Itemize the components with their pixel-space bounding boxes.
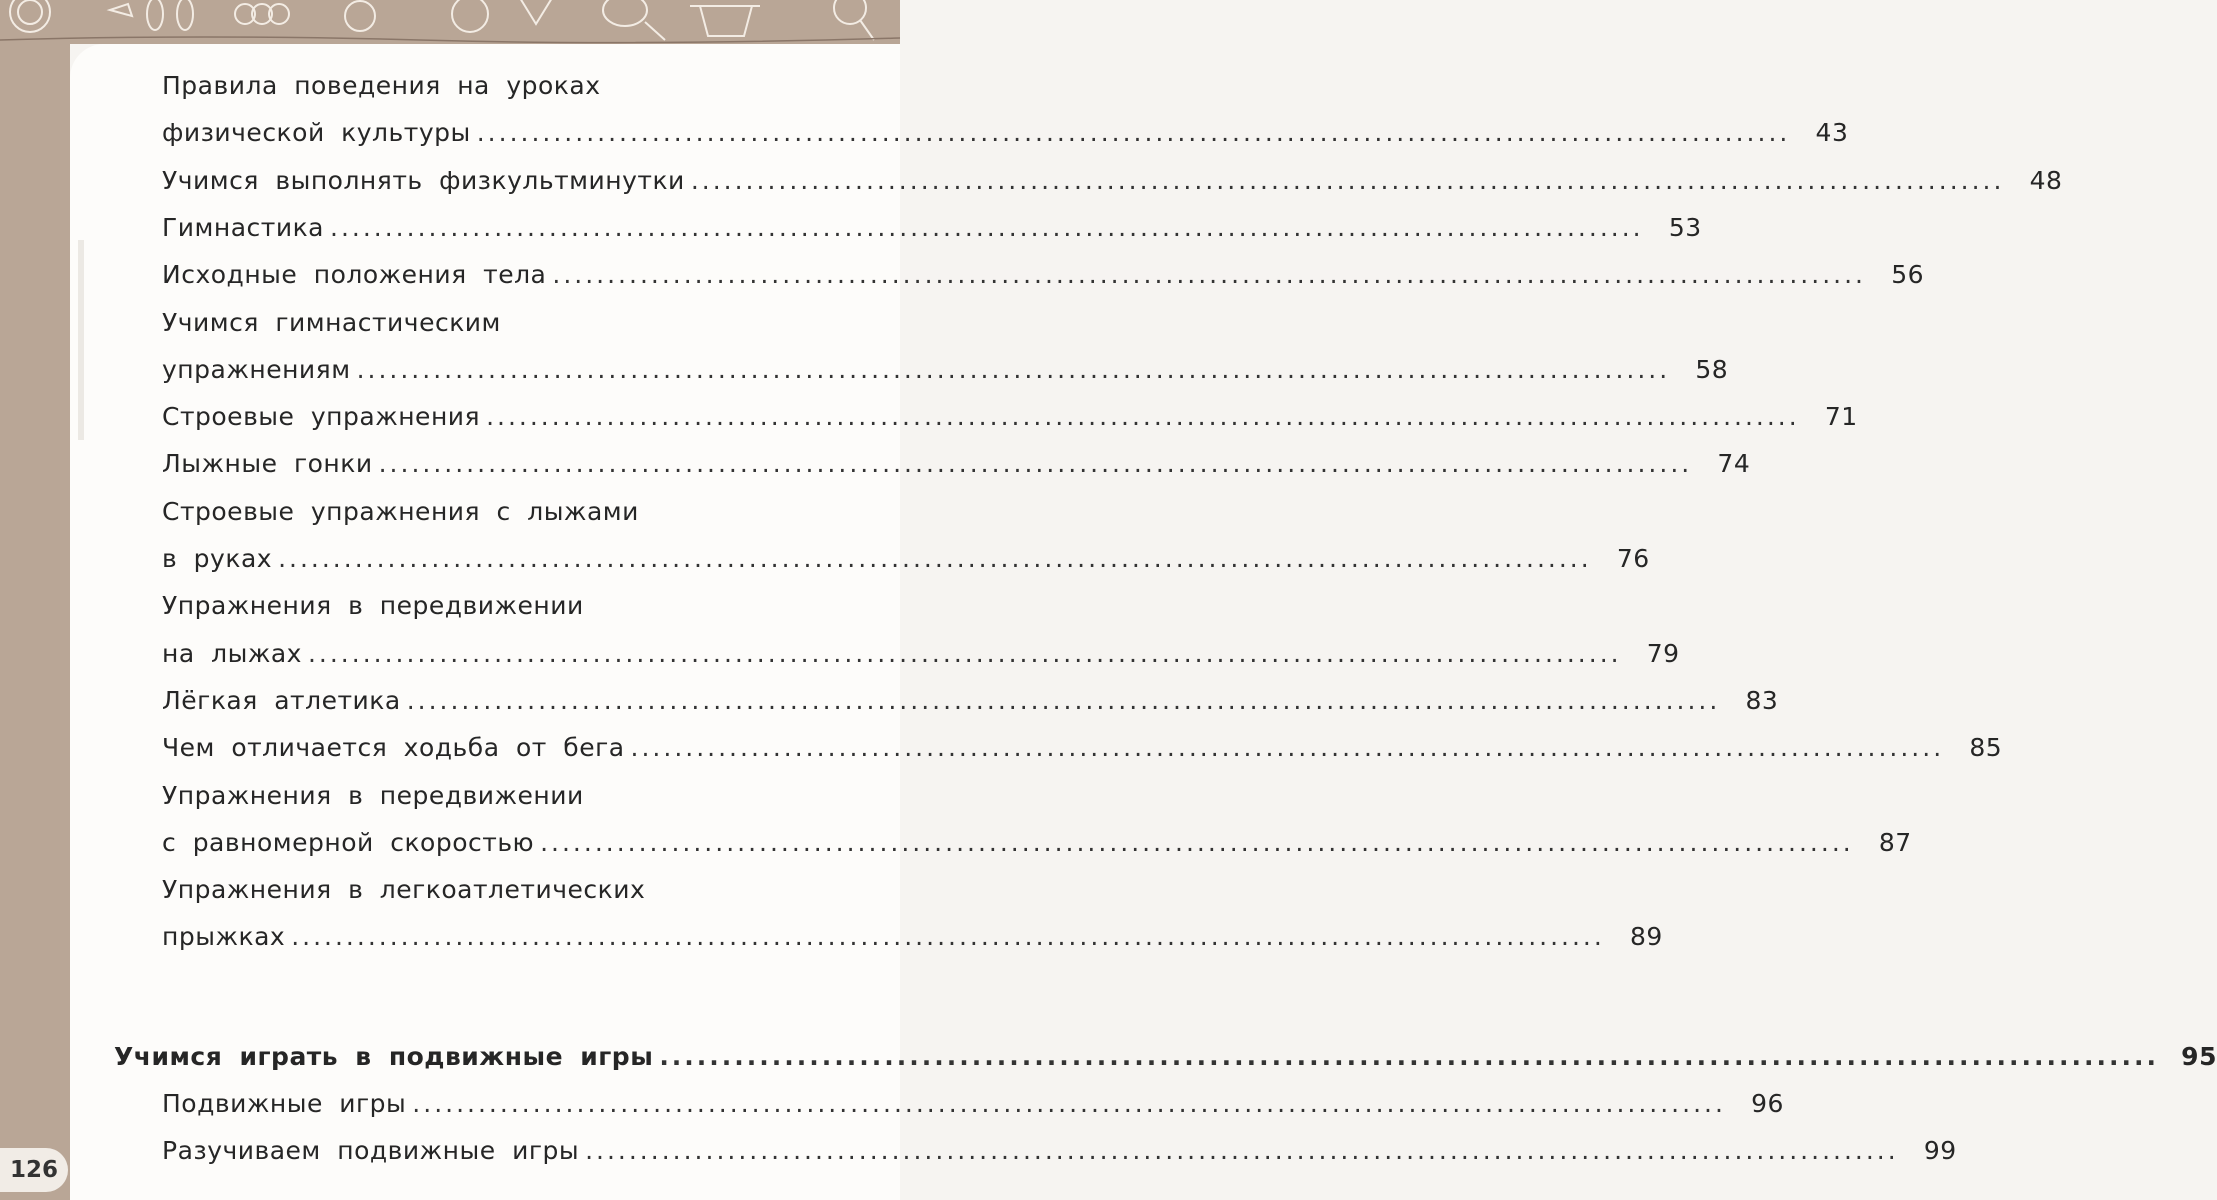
toc-entry-title: с равномерной скоростью <box>162 827 535 857</box>
toc-entry-line <box>162 776 856 816</box>
toc-entry <box>162 539 1650 579</box>
toc-entry <box>162 350 1729 390</box>
dot-leader: ........................................................................................................................ <box>630 733 1945 763</box>
dot-leader: ........................................................................................................................ <box>690 165 2005 195</box>
toc-entry-title: Гимнастика <box>162 212 324 242</box>
dot-leader: ........................................................................................................................ <box>659 1041 2159 1071</box>
toc-page-number: 87 <box>1878 827 1912 857</box>
dot-leader: ........................................................................................................................ <box>330 212 1644 242</box>
dot-leader: ........................................................................................................................ <box>356 354 1671 384</box>
dot-leader: ........................................................................................................................ <box>585 1136 1899 1166</box>
dot-leader: ........................................................................................................................ <box>291 922 1605 952</box>
toc-entry-title: Исходные положения тела <box>162 260 547 290</box>
toc-page-number: 99 <box>1923 1136 1957 1166</box>
dot-leader: ........................................................................................................................ <box>486 402 1800 432</box>
toc-page-number: 48 <box>2029 165 2063 195</box>
toc-entry-line <box>162 492 856 532</box>
toc-page-number: 74 <box>1717 449 1751 479</box>
toc-entry <box>162 917 1663 957</box>
toc-entry-title: Упражнения в легкоатлетических <box>162 875 646 905</box>
toc-page-number: 95 <box>2181 1041 2217 1071</box>
toc-page-number: 53 <box>1668 212 1702 242</box>
dot-leader: ........................................................................................................................ <box>540 827 1854 857</box>
toc-entry <box>162 255 1924 295</box>
toc-page-number: 58 <box>1695 354 1729 384</box>
toc-entry-title: на лыжах <box>162 638 302 668</box>
toc-page-number: 83 <box>1745 685 1779 715</box>
dot-leader: ........................................................................................................................ <box>307 638 1622 668</box>
toc-page-number: 71 <box>1824 402 1858 432</box>
toc-entry <box>114 1037 2217 1077</box>
toc-entry <box>162 1131 1957 1171</box>
toc-entry <box>162 728 2003 768</box>
dot-leader: ........................................................................................................................ <box>378 449 1693 479</box>
toc-entry-title: Строевые упражнения <box>162 402 481 432</box>
toc-entry-title: Подвижные игры <box>162 1089 407 1118</box>
toc-page-number: 43 <box>1815 118 1849 148</box>
toc-entry-title: физической культуры <box>162 118 471 148</box>
toc-page-number: 89 <box>1630 922 1663 952</box>
toc-entry <box>162 634 1680 674</box>
dot-leader: ........................................................................................................................ <box>278 544 1592 573</box>
toc-entry-title: Правила поведения на уроках <box>162 71 601 100</box>
toc-entry-title: Упражнения в передвижении <box>162 780 584 810</box>
toc-entry <box>162 681 1779 721</box>
toc-page-number: 79 <box>1646 638 1680 668</box>
toc-page-number: 85 <box>1969 733 2003 763</box>
toc-entry-title: Учимся гимнастическим <box>162 307 501 337</box>
toc-page-number: 96 <box>1751 1089 1784 1118</box>
toc-entry <box>162 208 1702 248</box>
toc-entry-title: Разучиваем подвижные игры <box>162 1136 580 1166</box>
toc-entry <box>162 823 1912 863</box>
toc-entry <box>162 1084 1784 1124</box>
toc-entry-line <box>162 870 856 910</box>
dot-leader: ........................................................................................................................ <box>552 260 1866 290</box>
toc-entry-line <box>162 66 856 106</box>
toc-entry <box>162 113 1849 153</box>
toc-entry <box>162 397 1858 437</box>
toc-entry-title: Учимся выполнять физкультминутки <box>162 165 685 195</box>
toc-entry-title: Лёгкая атлетика <box>162 685 401 715</box>
toc-page-number: 56 <box>1891 260 1924 290</box>
dot-leader: ........................................................................................................................ <box>412 1089 1726 1118</box>
dot-leader: ........................................................................................................................ <box>476 118 1791 148</box>
toc-entry-title: Строевые упражнения с лыжами <box>162 496 639 526</box>
toc-entry-title: Учимся играть в подвижные игры <box>114 1041 654 1071</box>
page-number: 126 <box>0 1148 68 1192</box>
toc-entry-title: Лыжные гонки <box>162 449 373 479</box>
toc-entry <box>162 161 2063 201</box>
toc-entry-title: Упражнения в передвижении <box>162 591 584 621</box>
toc-entry-title: упражнениям <box>162 354 351 384</box>
toc-entry-line <box>162 586 856 626</box>
toc-entry-title: Чем отличается ходьба от бега <box>162 733 625 763</box>
toc-page-number: 76 <box>1616 544 1650 573</box>
toc-entry-title: прыжках <box>162 922 286 952</box>
toc-entry <box>162 444 1751 484</box>
dot-leader: ........................................................................................................................ <box>406 685 1721 715</box>
toc-entry-line <box>162 303 856 343</box>
toc-entry-title: в руках <box>162 544 273 573</box>
